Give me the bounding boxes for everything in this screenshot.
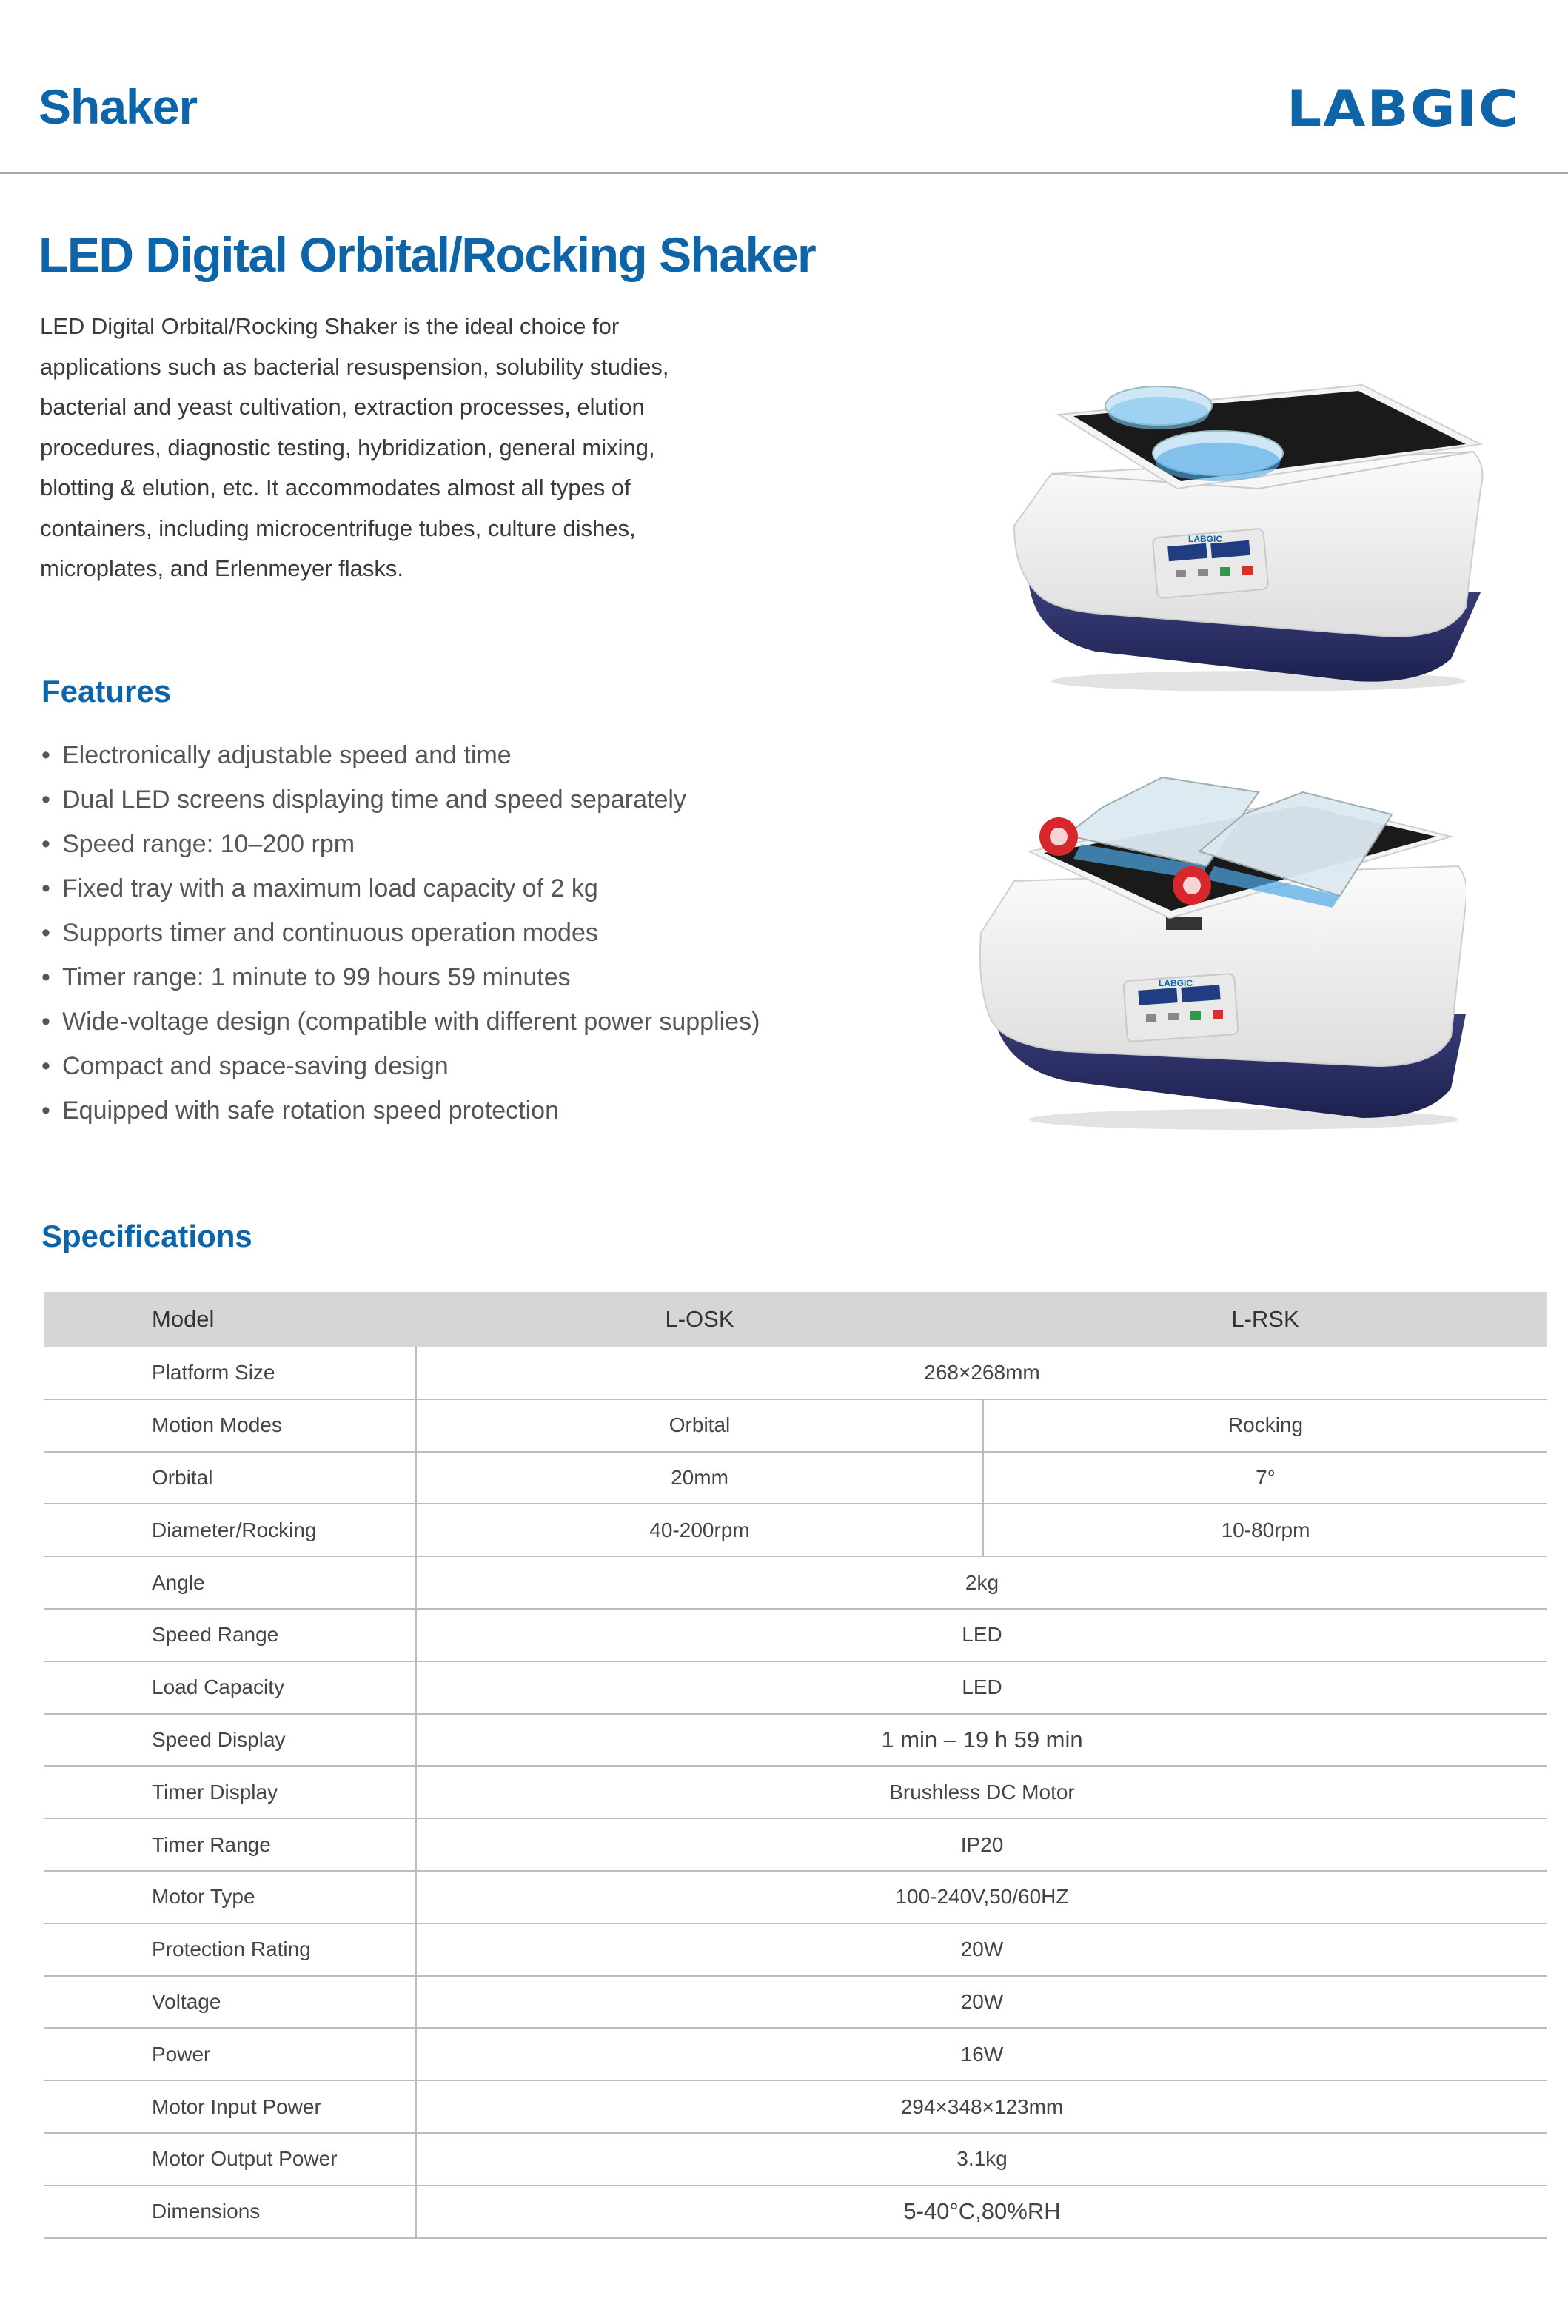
table-row: Power 16W	[44, 2028, 1547, 2080]
table-row: Speed Range LED	[44, 1609, 1547, 1661]
table-row: Platform Size 268×268mm	[44, 1347, 1547, 1399]
table-row: Motor Type 100-240V,50/60HZ	[44, 1871, 1547, 1923]
header-model-lrsk: L-RSK	[983, 1292, 1547, 1347]
header-model-label: Model	[44, 1292, 416, 1347]
features-list	[41, 733, 760, 1133]
feature-item: • Timer range: 1 minute to 99 hours 59 minutes	[41, 963, 571, 991]
table-row: Angle 2kg	[44, 1556, 1547, 1609]
device-logo: LABGIC	[1188, 534, 1222, 544]
feature-item: • Electronically adjustable speed and time	[41, 741, 512, 769]
feature-item: • Equipped with safe rotation speed protection	[41, 1096, 560, 1125]
table-row: Load Capacity LED	[44, 1661, 1547, 1714]
table-row: Motion Modes Orbital Rocking	[44, 1399, 1547, 1452]
table-row: Motor Input Power 294×348×123mm	[44, 2080, 1547, 2133]
intro-line: blotting & elution, etc. It accommodates almost all types of	[40, 475, 631, 500]
header-divider	[0, 172, 1568, 174]
intro-line: bacterial and yeast cultivation, extraction processes, elution	[40, 394, 645, 420]
orbital-shaker-image	[1007, 370, 1488, 696]
intro-line: containers, including microcentrifuge tubes, culture dishes,	[40, 515, 636, 541]
table-row: Timer Range IP20	[44, 1818, 1547, 1871]
device-logo: LABGIC	[1159, 978, 1193, 988]
table-row: Speed Display 1 min – 19 h 59 min	[44, 1714, 1547, 1767]
table-row: Protection Rating 20W	[44, 1923, 1547, 1976]
labgic-logo: LABGIC	[1287, 79, 1521, 138]
intro-line: applications such as bacterial resuspension, solubility studies,	[40, 353, 669, 380]
specifications-table	[44, 1292, 1547, 2239]
table-row: Voltage 20W	[44, 1976, 1547, 2029]
table-header-row	[44, 1292, 1547, 1347]
table-row: Timer Display Brushless DC Motor	[44, 1766, 1547, 1818]
table-row: Motor Output Power 3.1kg	[44, 2133, 1547, 2186]
feature-item: • Compact and space-saving design	[41, 1052, 449, 1080]
feature-item: • Wide-voltage design (compatible with different power supplies)	[41, 1008, 760, 1036]
table-row: Dimensions 5-40°C,80%RH	[44, 2186, 1547, 2238]
product-description	[40, 307, 780, 589]
table-row: Orbital 20mm 7°	[44, 1452, 1547, 1504]
intro-line: microplates, and Erlenmeyer flasks.	[40, 555, 404, 581]
specifications-title: Specifications	[41, 1219, 252, 1253]
feature-item: • Dual LED screens displaying time and speed separately	[41, 786, 686, 814]
header-model-losk: L-OSK	[416, 1292, 983, 1347]
features-title: Features	[41, 674, 172, 709]
feature-item: • Supports timer and continuous operation modes	[41, 919, 598, 947]
feature-item: • Fixed tray with a maximum load capacity of 2 kg	[41, 874, 598, 903]
rocking-shaker-image	[977, 755, 1466, 1133]
feature-item: • Speed range: 10–200 rpm	[41, 830, 355, 858]
intro-line: LED Digital Orbital/Rocking Shaker is the ideal choice for	[40, 313, 620, 339]
product-title: LED Digital Orbital/Rocking Shaker	[38, 227, 816, 282]
intro-line: procedures, diagnostic testing, hybridization, general mixing,	[40, 434, 655, 461]
table-row: Diameter/Rocking 40-200rpm 10-80rpm	[44, 1504, 1547, 1556]
header-title: Shaker	[38, 79, 198, 134]
